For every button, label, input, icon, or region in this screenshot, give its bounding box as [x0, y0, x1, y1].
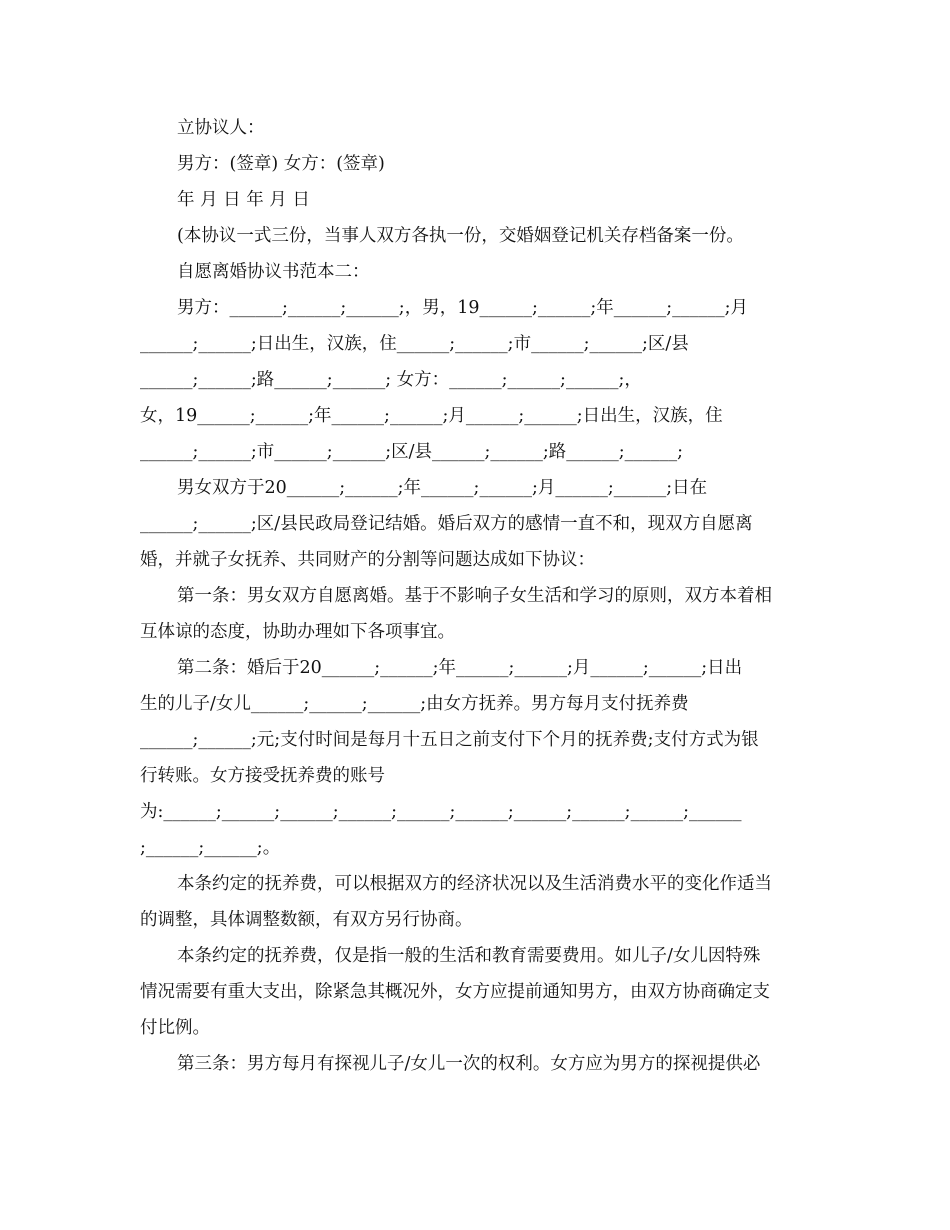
- text-line: 男方：(签章) 女方：(签章): [177, 154, 385, 174]
- text-line: 付比例。: [140, 1018, 210, 1038]
- text-line: ______;______;路______;______; 女方：______;______;______;，: [140, 370, 642, 390]
- text-line: ______;______;元;支付时间是每月十五日之前支付下个月的抚养费;支付方式为银: [140, 730, 759, 750]
- text-line: 生的儿子/女儿______;______;______;由女方抚养。男方每月支付抚养费: [140, 694, 689, 714]
- text-line: 自愿离婚协议书范本二：: [177, 262, 370, 282]
- text-line: 行转账。女方接受抚养费的账号: [140, 766, 385, 786]
- text-line: 互体谅的态度，协助办理如下各项事宜。: [140, 622, 455, 642]
- text-line: 立协议人：: [177, 118, 265, 138]
- text-line: ;______;______;。: [140, 838, 281, 858]
- text-line: 情况需要有重大支出，除紧急其概况外，女方应提前通知男方，由双方协商确定支: [140, 982, 770, 1002]
- text-line: 年 月 日 年 月 日: [177, 190, 310, 210]
- text-line: 婚，并就子女抚养、共同财产的分割等问题达成如下协议：: [140, 550, 595, 570]
- text-line: (本协议一式三份，当事人双方各执一份，交婚姻登记机关存档备案一份。: [177, 226, 744, 246]
- document-page: [140, 110, 815, 1082]
- text-line: 第一条：男女双方自愿离婚。基于不影响子女生活和学习的原则，双方本着相: [177, 586, 772, 606]
- text-line: 的调整，具体调整数额，有双方另行协商。: [140, 910, 473, 930]
- text-line: 第三条：男方每月有探视儿子/女儿一次的权利。女方应为男方的探视提供必: [177, 1054, 761, 1074]
- text-line: ______;______;市______;______;区/县______;______;路______;______;: [140, 442, 684, 462]
- text-line: 女，19______;______;年______;______;月______;______;日出生，汉族，住: [140, 406, 723, 426]
- text-line: ______;______;区/县民政局登记结婚。婚后双方的感情一直不和，现双方自愿离: [140, 514, 753, 534]
- text-line: 本条约定的抚养费，可以根据双方的经济状况以及生活消费水平的变化作适当: [177, 874, 772, 894]
- text-line: 男女双方于20______;______;年______;______;月______;______;日在: [177, 478, 708, 498]
- text-line: 为:______;______;______;______;______;______;______;______;______;______: [140, 802, 742, 822]
- text-line: 第二条：婚后于20______;______;年______;______;月______;______;日出: [177, 658, 743, 678]
- text-line: 男方：______;______;______;，男，19______;______;年______;______;月: [177, 298, 749, 318]
- text-line: 本条约定的抚养费，仅是指一般的生活和教育需要费用。如儿子/女儿因特殊: [177, 946, 761, 966]
- text-line: ______;______;日出生，汉族，住______;______;市______;______;区/县: [140, 334, 689, 354]
